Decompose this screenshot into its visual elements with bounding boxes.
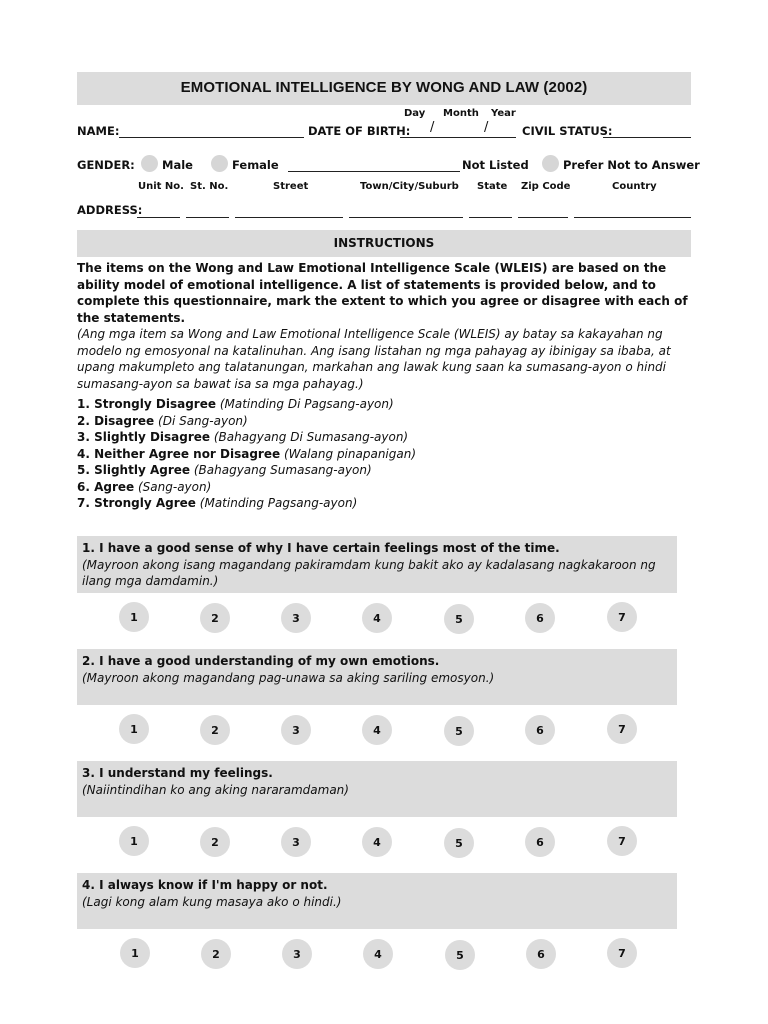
q4-option-7[interactable]: 7 (607, 938, 637, 968)
q1-option-3[interactable]: 3 (281, 603, 311, 633)
question-3-filipino: (Naiintindihan ko ang aking nararamdaman) (82, 782, 349, 797)
dob-slash-1: / (430, 120, 435, 135)
address-state-field[interactable] (469, 217, 512, 218)
female-label: Female (232, 158, 279, 172)
q3-option-1[interactable]: 1 (119, 826, 149, 856)
question-2-english: 2. I have a good understanding of my own emotions. (82, 654, 440, 668)
scale-item: 4. Neither Agree nor Disagree (Walang pinapanigan) (77, 446, 417, 461)
q4-option-6[interactable]: 6 (526, 939, 556, 969)
name-field[interactable] (119, 137, 304, 138)
dob-slash-2: / (484, 120, 489, 135)
q2-option-7[interactable]: 7 (607, 714, 637, 744)
q3-option-6[interactable]: 6 (525, 827, 555, 857)
q4-option-2[interactable]: 2 (201, 939, 231, 969)
q2-option-4[interactable]: 4 (362, 715, 392, 745)
address-zip-label: Zip Code (521, 181, 571, 192)
question-4-box (77, 873, 677, 929)
name-label: NAME: (77, 124, 120, 138)
prefer-not-label: Prefer Not to Answer (563, 158, 700, 172)
q1-option-6[interactable]: 6 (525, 603, 555, 633)
gender-label: GENDER: (77, 158, 135, 172)
address-country-label: Country (612, 181, 657, 192)
q4-option-1[interactable]: 1 (120, 938, 150, 968)
address-state-label: State (477, 181, 508, 192)
address-town-field[interactable] (349, 217, 463, 218)
title-bar (77, 72, 691, 105)
q1-option-1[interactable]: 1 (119, 602, 149, 632)
q2-option-1[interactable]: 1 (119, 714, 149, 744)
civil-status-field[interactable] (603, 137, 691, 138)
q3-option-2[interactable]: 2 (200, 827, 230, 857)
form-title: EMOTIONAL INTELLIGENCE BY WONG AND LAW (2002) (180, 79, 588, 96)
male-label: Male (162, 158, 193, 172)
question-3-box (77, 761, 677, 817)
q3-option-3[interactable]: 3 (281, 827, 311, 857)
address-stno-label: St. No. (190, 181, 229, 192)
question-1-english: 1. I have a good sense of why I have certain feelings most of the time. (82, 541, 560, 555)
question-2-box (77, 649, 677, 705)
question-1-text (82, 540, 677, 590)
question-3-english: 3. I understand my feelings. (82, 766, 273, 780)
q4-option-5[interactable]: 5 (445, 940, 475, 970)
question-1-filipino: (Mayroon akong isang magandang pakiramdam kung bakit ako ay kadalasang nagkakaroon ng ilang mga damdamin.) (82, 557, 656, 588)
q2-option-6[interactable]: 6 (525, 715, 555, 745)
q2-option-3[interactable]: 3 (281, 715, 311, 745)
q1-option-4[interactable]: 4 (362, 603, 392, 633)
not-listed-label: Not Listed (462, 158, 529, 172)
q1-option-2[interactable]: 2 (200, 603, 230, 633)
address-street-label: Street (273, 181, 309, 192)
q3-option-5[interactable]: 5 (444, 828, 474, 858)
q3-option-4[interactable]: 4 (362, 827, 392, 857)
scale-legend (77, 396, 577, 512)
question-3-text (82, 765, 677, 798)
q1-option-7[interactable]: 7 (607, 602, 637, 632)
q1-option-5[interactable]: 5 (444, 604, 474, 634)
civil-status-label: CIVIL STATUS: (522, 124, 613, 138)
q2-option-2[interactable]: 2 (200, 715, 230, 745)
q2-option-5[interactable]: 5 (444, 716, 474, 746)
dob-label: DATE OF BIRTH: (308, 124, 411, 138)
question-4-text (82, 877, 677, 910)
dob-field[interactable] (400, 137, 516, 138)
q4-option-3[interactable]: 3 (282, 939, 312, 969)
instructions-english: The items on the Wong and Law Emotional Intelligence Scale (WLEIS) are based on the ability model of emotional intelligence. A list of statements is provided below, and to complete this questionnaire, mark the extent to which you agree or disagree with each of the statements. (77, 261, 688, 325)
question-2-text (82, 653, 677, 686)
male-radio[interactable] (141, 155, 158, 172)
question-4-filipino: (Lagi kong alam kung masaya ako o hindi.) (82, 894, 342, 909)
address-street-field[interactable] (235, 217, 343, 218)
dob-year-label: Year (491, 108, 516, 119)
address-zip-field[interactable] (518, 217, 568, 218)
dob-month-label: Month (443, 108, 479, 119)
q3-option-7[interactable]: 7 (607, 826, 637, 856)
scale-item: 1. Strongly Disagree (Matinding Di Pagsang-ayon) (77, 397, 394, 411)
question-2-filipino: (Mayroon akong magandang pag-unawa sa aking sariling emosyon.) (82, 670, 495, 685)
female-radio[interactable] (211, 155, 228, 172)
prefer-not-radio[interactable] (542, 155, 559, 172)
scale-item: 6. Agree (Sang-ayon) (77, 479, 212, 494)
dob-day-label: Day (404, 108, 426, 119)
scale-item: 5. Slightly Agree (Bahagyang Sumasang-ayon) (77, 463, 372, 477)
address-town-label: Town/City/Suburb (360, 181, 459, 192)
address-stno-field[interactable] (186, 217, 229, 218)
instructions-heading: INSTRUCTIONS (333, 236, 435, 250)
instructions-text (77, 260, 693, 392)
question-4-english: 4. I always know if I'm happy or not. (82, 878, 328, 892)
address-label: ADDRESS: (77, 203, 143, 217)
gender-other-field[interactable] (288, 171, 460, 172)
address-country-field[interactable] (574, 217, 691, 218)
scale-item: 7. Strongly Agree (Matinding Pagsang-ayon) (77, 496, 358, 510)
scale-item: 3. Slightly Disagree (Bahagyang Di Sumasang-ayon) (77, 430, 409, 444)
q4-option-4[interactable]: 4 (363, 939, 393, 969)
question-1-box (77, 536, 677, 593)
instructions-bar (77, 230, 691, 257)
address-unit-field[interactable] (137, 217, 180, 218)
instructions-filipino: (Ang mga item sa Wong and Law Emotional Intelligence Scale (WLEIS) ay batay sa kakayahan ng modelo ng emosyonal na katalinuhan. Ang isang listahan ng mga pahayag ay ibinigay sa ibaba, at upang makumpleto ang talatanungan, markahan ang lawak kung saan ka sumasang-ayon o hindi sumasang-ayon sa bawat isa sa mga pahayag.) (77, 327, 671, 391)
address-unit-label: Unit No. (138, 181, 184, 192)
scale-item: 2. Disagree (Di Sang-ayon) (77, 413, 248, 428)
